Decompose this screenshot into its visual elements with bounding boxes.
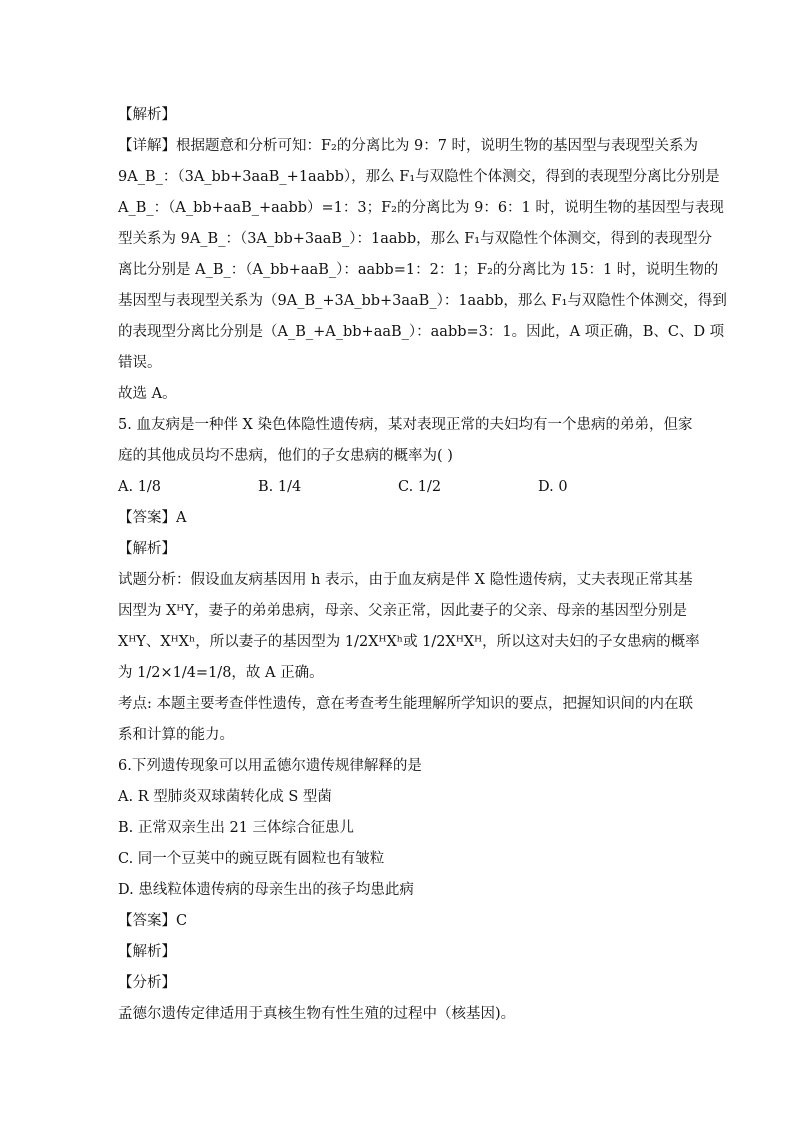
answer-line: 【答案】C — [118, 913, 188, 929]
option-a: A. 1/8 — [118, 479, 162, 495]
option-c: C. 1/2 — [398, 479, 442, 495]
answer-choice-line: 故选 A。 — [118, 386, 177, 402]
explanation-line: 9A_B_：（3A_bb+3aaB_+1aabb），那么 F₁与双隐性个体测交，得到的表现型分离比分别是 — [118, 169, 720, 185]
section-heading: 【解析】 — [118, 541, 176, 557]
analysis-line: 孟德尔遗传定律适用于真核生物有性生殖的过程中（核基因)。 — [118, 1006, 516, 1022]
question-5-stem: 5. 血友病是一种伴 X 染色体隐性遗传病，某对表现正常的夫妇均有一个患病的弟弟，但家 — [118, 417, 693, 433]
explanation-line: A_B_：（A_bb+aaB_+aabb）=1：3；F₂的分离比为 9：6：1 时，说明生物的基因型与表现 — [118, 200, 724, 216]
explanation-line: 的表现型分离比分别是（A_B_+A_bb+aaB_）：aabb=3：1。因此，A 项正确，B、C、D 项 — [118, 324, 725, 340]
analysis-line: 为 1/2×1/4=1/8，故 A 正确。 — [118, 665, 324, 681]
analysis-line: XᴴY、XᴴXʰ，所以妻子的基因型为 1/2XᴴXʰ或 1/2XᴴXᴴ，所以这对夫妇的子女患病的概率 — [118, 634, 700, 650]
note-line: 系和计算的能力。 — [118, 727, 234, 743]
explanation-line: 离比分别是 A_B_：（A_bb+aaB_）：aabb=1：2：1；F₂的分离比为 15：1 时，说明生物的 — [118, 262, 719, 278]
note-line: 考点: 本题主要考查伴性遗传，意在考查考生能理解所学知识的要点，把握知识间的内在联 — [118, 696, 693, 712]
option-a: A. R 型肺炎双球菌转化成 S 型菌 — [118, 789, 332, 805]
question-5-stem: 庭的其他成员均不患病，他们的子女患病的概率为( ) — [118, 448, 453, 464]
option-d: D. 0 — [538, 479, 568, 495]
option-b: B. 1/4 — [258, 479, 302, 495]
option-d: D. 患线粒体遗传病的母亲生出的孩子均患此病 — [118, 882, 414, 898]
document-content — [118, 100, 727, 1030]
option-b: B. 正常双亲生出 21 三体综合征患儿 — [118, 820, 355, 836]
question-5-options — [118, 472, 678, 503]
explanation-line: 错误。 — [118, 355, 162, 371]
answer-line: 【答案】A — [118, 510, 187, 526]
option-c: C. 同一个豆荚中的豌豆既有圆粒也有皱粒 — [118, 851, 385, 867]
analysis-line: 因型为 XᴴY，妻子的弟弟患病，母亲、父亲正常，因此妻子的父亲、母亲的基因型分别是 — [118, 603, 687, 619]
explanation-line: 型关系为 9A_B_：（3A_bb+3aaB_）：1aabb，那么 F₁与双隐性个体测交，得到的表现型分 — [118, 231, 713, 247]
section-heading: 【解析】 — [118, 944, 176, 960]
section-heading: 【解析】 — [118, 107, 176, 123]
explanation-line: 【详解】根据题意和分析可知：F₂的分离比为 9：7 时，说明生物的基因型与表现型关系为 — [118, 138, 699, 154]
question-6-stem: 6.下列遗传现象可以用孟德尔遗传规律解释的是 — [118, 758, 422, 774]
analysis-line: 试题分析：假设血友病基因用 h 表示，由于血友病是伴 X 隐性遗传病，丈夫表现正常其基 — [118, 572, 693, 588]
explanation-line: 基因型与表现型关系为（9A_B_+3A_bb+3aaB_）：1aabb，那么 F₁与双隐性个体测交，得到 — [118, 293, 727, 309]
section-heading: 【分析】 — [118, 975, 176, 991]
